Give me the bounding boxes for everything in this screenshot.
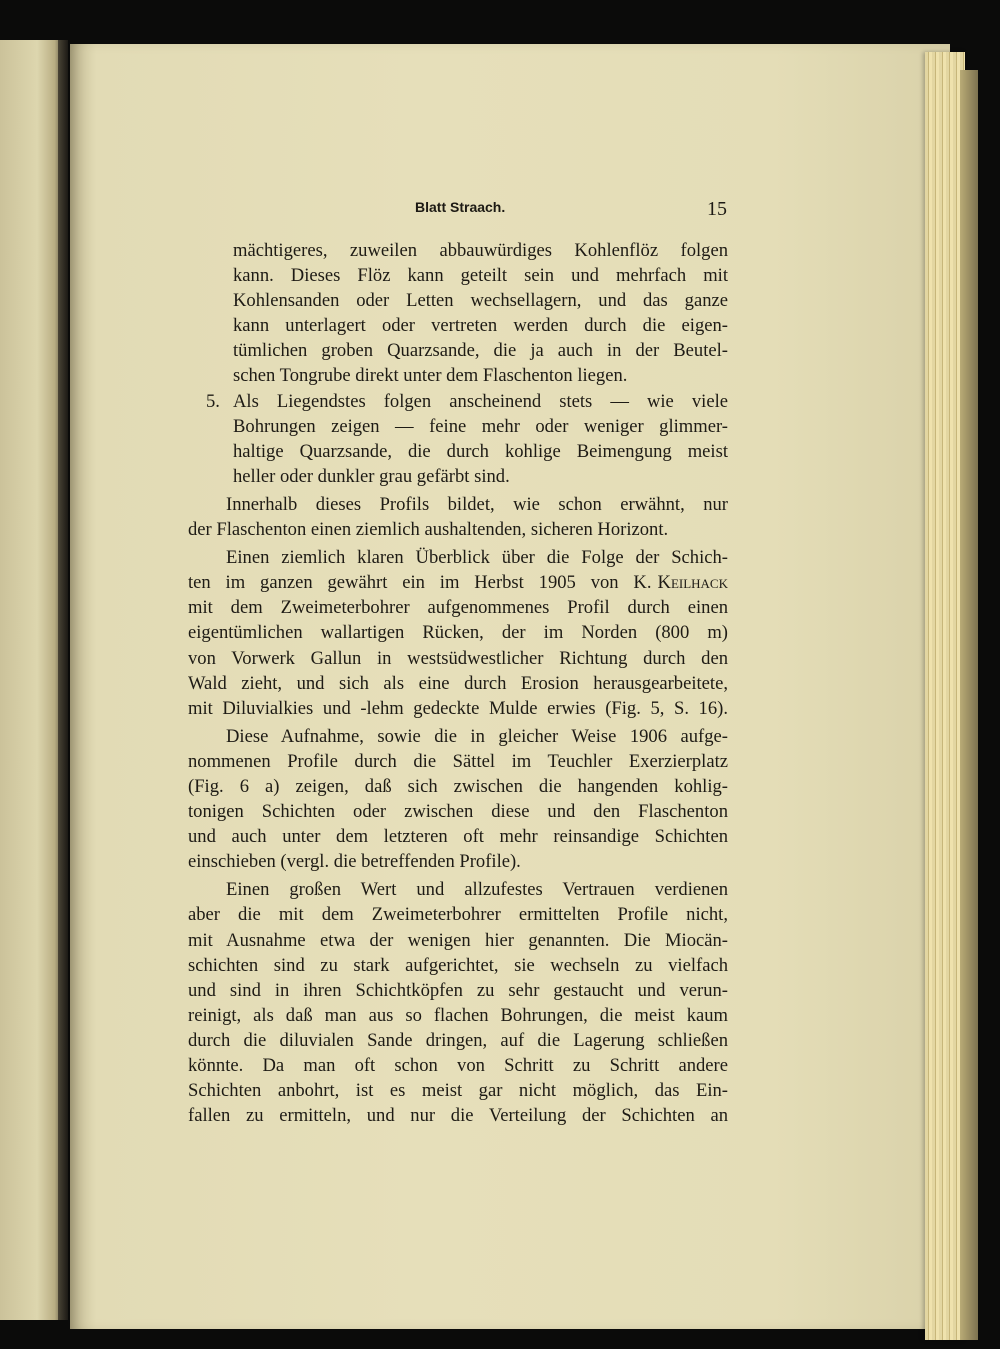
text-line: mit dem Zweimeterbohrer aufgenommenes Profil durch einen	[188, 597, 728, 619]
text-line: heller oder dunkler grau gefärbt sind.	[233, 465, 510, 487]
text-line: einschieben (vergl. die betreffenden Profile).	[188, 851, 521, 873]
text-line: Diese Aufnahme, sowie die in gleicher Weise 1906 aufge-	[226, 725, 728, 747]
text-line: Bohrungen zeigen — feine mehr oder weniger glimmer-	[233, 415, 728, 437]
list-item	[188, 389, 728, 489]
text-line: und auch unter dem letzteren oft mehr reinsandige Schichten	[188, 826, 728, 848]
page-stack-edge	[925, 52, 965, 1340]
text-line: eigentümlichen wallartigen Rücken, der im Norden (800 m)	[188, 622, 728, 644]
book-gutter	[58, 40, 68, 1320]
text-line: und sind in ihren Schichtköpfen zu sehr gestaucht und verun-	[188, 979, 728, 1001]
paragraph	[188, 877, 728, 1128]
text-line	[188, 389, 728, 414]
running-head: Blatt Straach.	[415, 199, 506, 215]
book-cover-edge	[960, 70, 978, 1340]
paragraph	[188, 724, 728, 875]
text-line: haltige Quarzsande, die durch kohlige Beimengung meist	[233, 440, 728, 462]
text-line: Innerhalb dieses Profils bildet, wie schon erwähnt, nur	[226, 493, 728, 515]
text-line: aber die mit dem Zweimeterbohrer ermittelten Profile nicht,	[188, 904, 728, 926]
text-line: schichten sind zu stark aufgerichtet, sie wechseln zu vielfach	[188, 954, 728, 976]
author-name: Keilhack	[657, 572, 728, 594]
text-line: Schichten anbohrt, ist es meist gar nicht möglich, das Ein-	[188, 1080, 728, 1102]
list-item-number: 5.	[206, 390, 220, 412]
text-line: Kohlensanden oder Letten wechsellagern, und das ganze	[233, 290, 728, 312]
text-line: reinigt, als daß man aus so flachen Bohrungen, die meist kaum	[188, 1004, 728, 1026]
page-body	[188, 238, 728, 1128]
text-line: kann. Dieses Flöz kann geteilt sein und mehrfach mit	[233, 265, 728, 287]
text-line: kann unterlagert oder vertreten werden durch die eigen-	[233, 315, 728, 337]
list-item-continuation	[188, 238, 728, 389]
text-line: durch die diluvialen Sande dringen, auf die Lagerung schließen	[188, 1029, 728, 1051]
list-item-text: Als Liegendstes folgen anscheinend stets — wie viele	[233, 390, 728, 412]
text-line-start: ten im ganzen gewährt ein im Herbst 1905 von K.	[188, 572, 652, 594]
paragraph	[188, 545, 728, 721]
text-line: nommenen Profile durch die Sättel im Teuchler Exerzierplatz	[188, 750, 728, 772]
text-line: Wald zieht, und sich als eine durch Erosion herausgearbeitete,	[188, 672, 728, 694]
text-line: von Vorwerk Gallun in westsüdwestlicher Richtung durch den	[188, 647, 728, 669]
facing-page-edge	[0, 40, 62, 1320]
text-line: könnte. Da man oft schon von Schritt zu Schritt andere	[188, 1055, 728, 1076]
text-line: tümlichen groben Quarzsande, die ja auch in der Beutel-	[233, 340, 728, 362]
text-line: tonigen Schichten oder zwischen diese und den Flaschenton	[188, 801, 728, 823]
paragraph	[188, 492, 728, 542]
text-line: der Flaschenton einen ziemlich aushaltenden, sicheren Horizont.	[188, 519, 669, 541]
page-number: 15	[707, 198, 727, 220]
text-line: mächtigeres, zuweilen abbauwürdiges Kohlenflöz folgen	[233, 240, 728, 261]
text-line: mit Ausnahme etwa der wenigen hier genannten. Die Miocän-	[188, 929, 728, 951]
text-line: mit Diluvialkies und -lehm gedeckte Mulde erwies (Fig. 5, S. 16).	[188, 697, 728, 719]
text-line: schen Tongrube direkt unter dem Flaschenton liegen.	[233, 365, 628, 387]
text-line	[188, 570, 728, 595]
text-line: fallen zu ermitteln, und nur die Verteilung der Schichten an	[188, 1105, 728, 1127]
text-line: Einen ziemlich klaren Überblick über die Folge der Schich-	[226, 547, 728, 569]
text-line: Einen großen Wert und allzufestes Vertrauen verdienen	[226, 879, 728, 901]
text-line: (Fig. 6 a) zeigen, daß sich zwischen die hangenden kohlig-	[188, 775, 728, 797]
